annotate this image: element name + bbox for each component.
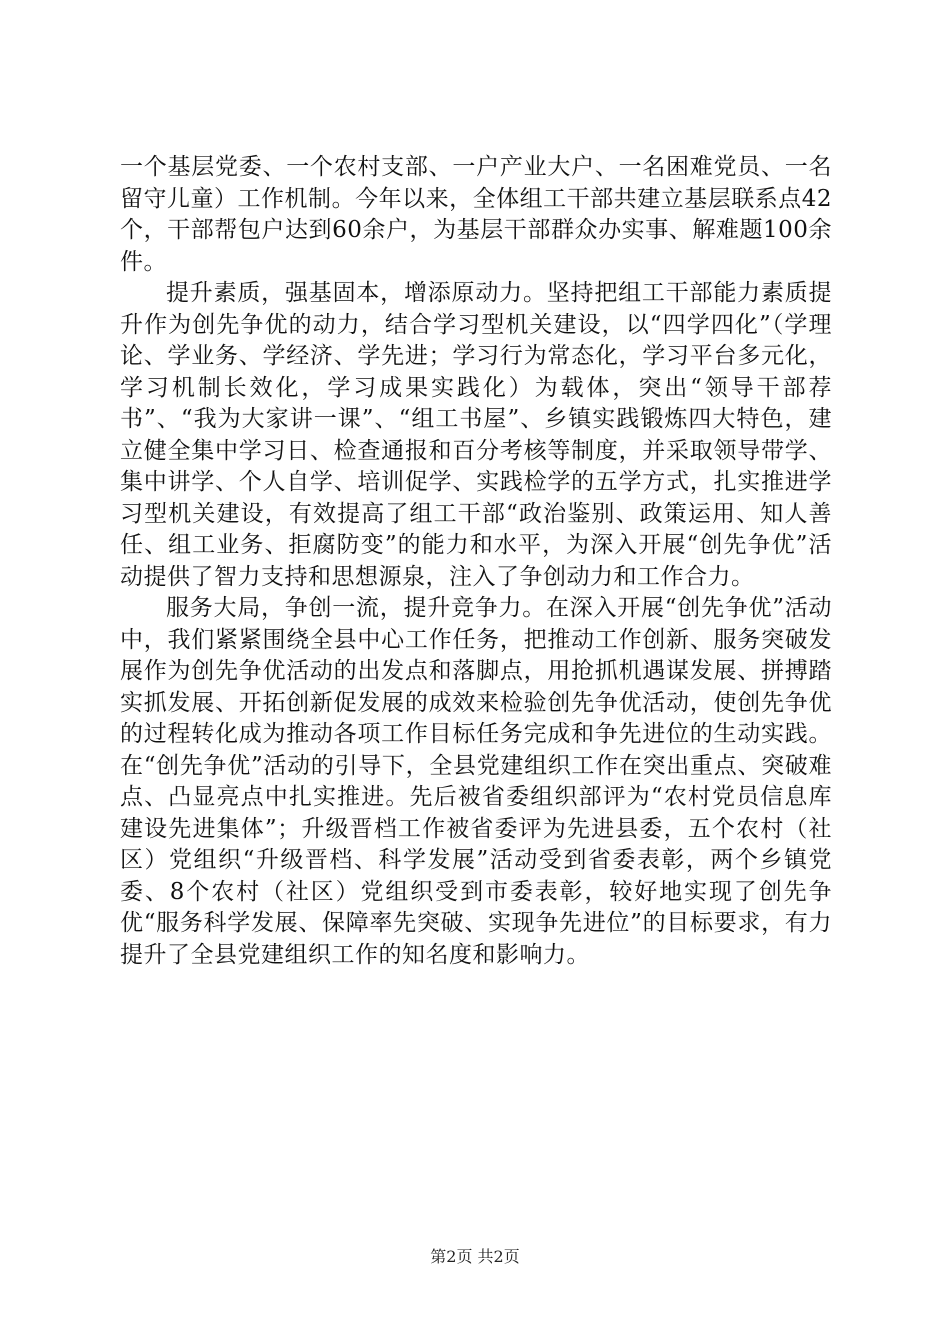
paragraph-serve-overall: 服务大局，争创一流，提升竞争力。在深入开展“创先争优”活动中，我们紧紧围绕全县中心工作任务，把推动工作创新、服务突破发展作为创先争优活动的出发点和落脚点，用抢抓机遇谋发展、拼搏踏实抓发展、开拓创新促发展的成效来检验创先争优活动，使创先争优的过程转化成为推动各项工作目标任务完成和争先进位的生动实践。在“创先争优”活动的引导下，全县党建组织工作在突出重点、突破难点、凸显亮点中扎实推进。先后被省委组织部评为“农村党员信息库建设先进集体”；升级晋档工作被省委评为先进县委，五个农村（社区）党组织“升级晋档、科学发展”活动受到省委表彰，两个乡镇党委、8个农村（社区）党组织受到市委表彰，较好地实现了创先争优“服务科学发展、保障率先突破、实现争先进位”的目标要求，有力提升了全县党建组织工作的知名度和影响力。 — [120, 595, 832, 968]
page-footer: 第2页 共2页 — [430, 1247, 520, 1266]
paragraph-improve-quality: 提升素质，强基固本，增添原动力。坚持把组工干部能力素质提升作为创先争优的动力，结合学习型机关建设，以“四学四化”（学理论、学业务、学经济、学先进；学习行为常态化，学习平台多元化，学习机制长效化，学习成果实践化）为载体，突出“领导干部荐书”、“我为大家讲一课”、“组工书屋”、乡镇实践锻炼四大特色，建立健全集中学习日、检查通报和百分考核等制度，并采取领导带学、集中讲学、个人自学、培训促学、实践检学的五学方式，扎实推进学习型机关建设，有效提高了组工干部“政治鉴别、政策运用、知人善任、组工业务、拒腐防变”的能力和水平，为深入开展“创先争优”活动提供了智力支持和思想源泉，注入了争创动力和工作合力。 — [120, 280, 832, 590]
paragraph-continuation: 一个基层党委、一个农村支部、一户产业大户、一名困难党员、一名留守儿童）工作机制。今年以来，全体组工干部共建立基层联系点42个，干部帮包户达到60余户，为基层干部群众办实事、解难题100余件。 — [120, 154, 832, 275]
document-body — [120, 152, 832, 971]
